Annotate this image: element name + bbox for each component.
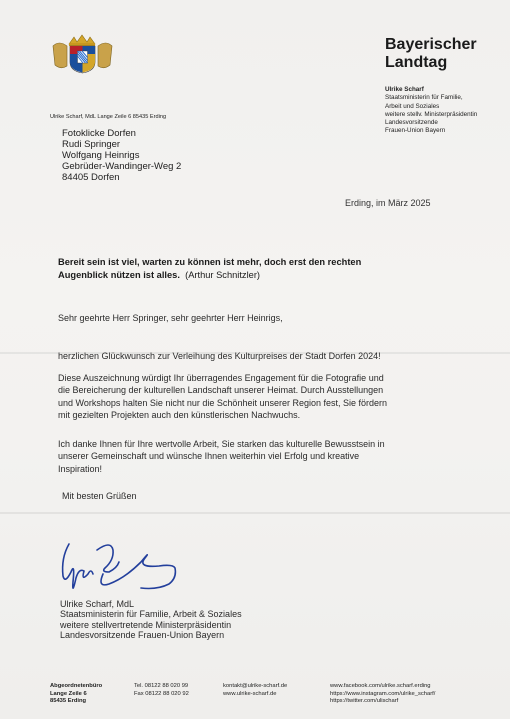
minister-name: Ulrike Scharf: [385, 86, 424, 93]
bavarian-coat-of-arms-logo: [49, 32, 116, 74]
footer-office-city: 85435 Erding: [50, 698, 87, 705]
footer-twitter-link[interactable]: https://twitter.com/ulischarf: [330, 698, 399, 705]
handwritten-signature: [57, 538, 182, 600]
recipient-line: 84405 Dorfen: [62, 172, 120, 183]
paragraph-line: die Bereicherung der kulturellen Landschaft unserer Heimat. Durch Ausstellungen: [58, 385, 384, 396]
footer-social: [330, 683, 435, 706]
signature-block: [60, 599, 242, 640]
footer-email-link[interactable]: kontakt@ulrike-scharf.de: [223, 683, 288, 689]
paragraph-line: Ich danke Ihnen für Ihre wertvolle Arbeit, Sie starken das kulturelle Bewusstsein in: [58, 439, 385, 449]
paragraph-line: Diese Auszeichnung würdigt Ihr überragendes Engagement für die Fotografie und: [58, 373, 384, 383]
paragraph-line: und Workshops halten Sie nicht nur die Schönheit unserer Region fest, Sie fördern: [58, 397, 388, 408]
paragraph-line: Inspiration!: [58, 463, 103, 474]
org-line2: Landtag: [385, 54, 448, 71]
footer-fax: Fax 08122 88 020 92: [134, 690, 189, 697]
letter-date: Erding, im März 2025: [345, 198, 431, 208]
quote-line: Bereit sein ist viel, warten zu können ist mehr, doch erst den rechten: [58, 257, 362, 267]
congratulations-line: herzlichen Glückwunsch zur Verleihung des Kulturpreises der Stadt Dorfen 2024!: [58, 351, 381, 361]
sender-line: Ulrike Scharf, MdL Lange Zeile 6 85435 Erding: [50, 114, 167, 120]
paper-fold-line: [0, 512, 510, 514]
quote: [58, 256, 361, 281]
quote-line: Augenblick nützen ist alles.: [58, 269, 180, 280]
recipient-line: Fotoklicke Dorfen: [62, 128, 136, 139]
paragraph-line: mit gezielten Projekten auch den künstlerischen Nachwuchs.: [58, 409, 301, 420]
signature-line: Staatsministerin für Familie, Arbeit & Soziales: [60, 609, 242, 620]
quote-author: (Arthur Schnitzler): [185, 269, 261, 280]
signature-line: weitere stellvertretende Ministerpräsidentin: [60, 619, 232, 630]
footer-contact: [223, 683, 287, 698]
footer-office-street: Lange Zeile 6: [50, 690, 87, 697]
salutation: Sehr geehrte Herr Springer, sehr geehrter Herr Heinrigs,: [58, 313, 283, 323]
minister-title-line: weitere stellv. Ministerpräsidentin: [385, 110, 478, 118]
minister-title-line: Frauen-Union Bayern: [385, 127, 446, 135]
footer-tel: Tel. 08122 88 020 99: [134, 683, 189, 689]
paragraph-thanks: [58, 438, 385, 475]
recipient-line: Wolfgang Heinrigs: [62, 150, 140, 161]
footer-office: [50, 683, 102, 706]
paragraph-line: unserer Gemeinschaft und wünsche Ihnen weiterhin viel Erfolg und kreative: [58, 451, 360, 462]
footer-instagram-link[interactable]: https://www.instagram.com/ulrike_scharf/: [330, 690, 436, 697]
recipient-line: Rudi Springer: [62, 139, 121, 150]
recipient-address: [62, 128, 181, 183]
landtag-wordmark: [385, 36, 477, 72]
signature-line: Ulrike Scharf, MdL: [60, 599, 135, 609]
closing: Mit besten Grüßen: [62, 491, 137, 501]
recipient-line: Gebrüder-Wandinger-Weg 2: [62, 161, 182, 172]
minister-info: [385, 86, 477, 136]
minister-title-line: Landesvorsitzende: [385, 119, 438, 127]
minister-title-line: Staatsministerin für Familie,: [385, 94, 463, 102]
minister-title-line: Arbeit und Soziales: [385, 102, 440, 110]
signature-line: Landesvorsitzende Frauen-Union Bayern: [60, 629, 225, 640]
footer-website-link[interactable]: www.ulrike-scharf.de: [223, 690, 277, 697]
footer-facebook-link[interactable]: www.facebook.com/ulrike.scharf.erding: [330, 683, 431, 689]
paragraph-engagement: [58, 372, 387, 421]
org-line1: Bayerischer: [385, 36, 477, 53]
footer-phone: [134, 683, 189, 698]
footer-office-title: Abgeordnetenbüro: [50, 683, 103, 689]
